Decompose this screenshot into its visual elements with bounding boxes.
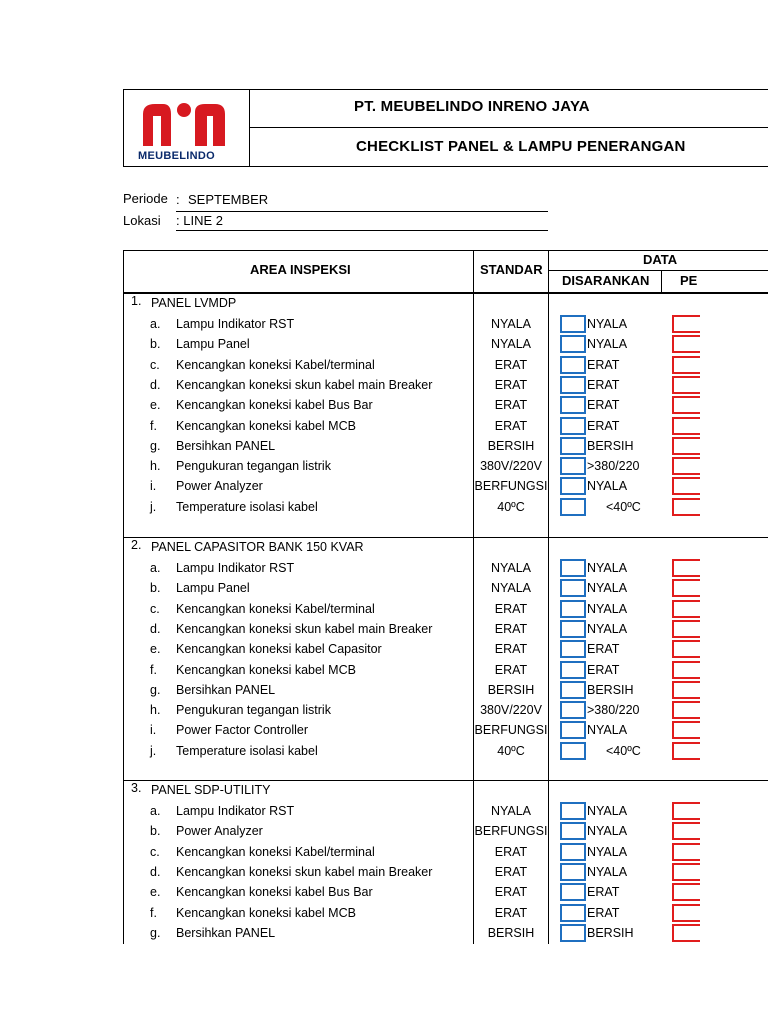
section-title: PANEL CAPASITOR BANK 150 KVAR [151, 540, 364, 554]
item-disarankan: ERAT [587, 906, 620, 920]
item-standar: NYALA [490, 804, 532, 818]
status-checkbox-red[interactable] [672, 620, 700, 638]
status-checkbox-red[interactable] [672, 376, 700, 394]
item-letter: b. [150, 581, 161, 595]
item-disarankan: NYALA [587, 622, 628, 636]
status-checkbox-red[interactable] [672, 843, 700, 861]
item-disarankan: NYALA [587, 723, 628, 737]
status-checkbox-blue[interactable] [560, 376, 586, 394]
logo-text: MEUBELINDO [138, 150, 215, 162]
status-checkbox-blue[interactable] [560, 437, 586, 455]
item-standar: ERAT [494, 378, 528, 392]
section-number: 3. [131, 781, 142, 795]
status-checkbox-red[interactable] [672, 356, 700, 374]
item-standar: ERAT [494, 398, 528, 412]
item-standar: ERAT [494, 358, 528, 372]
item-text: Kencangkan koneksi kabel Capasitor [176, 642, 382, 656]
status-checkbox-blue[interactable] [560, 661, 586, 679]
periode-value: SEPTEMBER [188, 192, 269, 207]
section-number: 2. [131, 538, 142, 552]
item-letter: i. [150, 479, 157, 493]
item-disarankan: ERAT [587, 663, 620, 677]
item-text: Kencangkan koneksi skun kabel main Breaker [176, 378, 433, 392]
item-text: Lampu Panel [176, 581, 250, 595]
item-disarankan: ERAT [587, 885, 620, 899]
item-disarankan: NYALA [587, 317, 628, 331]
item-standar: ERAT [494, 885, 528, 899]
status-checkbox-blue[interactable] [560, 335, 586, 353]
item-standar: ERAT [494, 602, 528, 616]
item-letter: a. [150, 317, 161, 331]
col-divider-area [473, 250, 474, 944]
table-left-border [123, 250, 124, 944]
item-text: Kencangkan koneksi kabel MCB [176, 906, 356, 920]
item-text: Power Analyzer [176, 479, 263, 493]
item-disarankan: BERSIH [587, 926, 634, 940]
item-text: Kencangkan koneksi skun kabel main Breaker [176, 622, 433, 636]
status-checkbox-red[interactable] [672, 396, 700, 414]
item-disarankan: NYALA [587, 479, 628, 493]
item-letter: b. [150, 824, 161, 838]
col-divider-standar [548, 250, 549, 944]
item-text: Kencangkan koneksi kabel MCB [176, 419, 356, 433]
item-text: Pengukuran tegangan listrik [176, 703, 331, 717]
status-checkbox-blue[interactable] [560, 681, 586, 699]
item-text: Kencangkan koneksi kabel Bus Bar [176, 885, 373, 899]
item-standar: BERSIH [487, 683, 535, 697]
status-checkbox-red[interactable] [672, 904, 700, 922]
item-disarankan: >380/220 [587, 703, 640, 717]
item-text: Power Factor Controller [176, 723, 308, 737]
item-standar: ERAT [494, 642, 528, 656]
item-standar: BERSIH [487, 926, 535, 940]
item-disarankan: NYALA [587, 602, 628, 616]
item-disarankan: ERAT [587, 358, 620, 372]
header-standar: STANDAR [480, 262, 543, 277]
item-letter: j. [150, 500, 157, 514]
item-text: Kencangkan koneksi Kabel/terminal [176, 358, 375, 372]
item-disarankan: ERAT [587, 419, 620, 433]
item-disarankan: ERAT [587, 378, 620, 392]
status-checkbox-blue[interactable] [560, 600, 586, 618]
item-standar: NYALA [490, 317, 532, 331]
item-standar: ERAT [494, 663, 528, 677]
periode-label: Periode [123, 191, 168, 206]
item-disarankan: BERSIH [587, 683, 634, 697]
item-text: Bersihkan PANEL [176, 926, 276, 940]
item-disarankan: NYALA [587, 581, 628, 595]
item-letter: f. [150, 906, 157, 920]
item-letter: g. [150, 926, 161, 940]
status-checkbox-blue[interactable] [560, 579, 586, 597]
item-disarankan: NYALA [587, 824, 628, 838]
status-checkbox-red[interactable] [672, 681, 700, 699]
item-disarankan: NYALA [587, 845, 628, 859]
status-checkbox-blue[interactable] [560, 356, 586, 374]
item-disarankan: ERAT [587, 642, 620, 656]
status-checkbox-red[interactable] [672, 315, 700, 333]
status-checkbox-blue[interactable] [560, 315, 586, 333]
logo-cell [124, 90, 250, 166]
document-title: CHECKLIST PANEL & LAMPU PENERANGAN [356, 138, 686, 155]
document-header [123, 89, 768, 167]
item-letter: d. [150, 378, 161, 392]
header-disarankan: DISARANKAN [562, 273, 650, 288]
status-checkbox-red[interactable] [672, 802, 700, 820]
status-checkbox-blue[interactable] [560, 457, 586, 475]
status-checkbox-blue[interactable] [560, 924, 586, 942]
item-text: Bersihkan PANEL [176, 439, 276, 453]
lokasi-underline [176, 230, 548, 231]
item-letter: h. [150, 703, 161, 717]
status-checkbox-red[interactable] [672, 457, 700, 475]
status-checkbox-blue[interactable] [560, 620, 586, 638]
item-disarankan: NYALA [587, 337, 628, 351]
item-letter: a. [150, 804, 161, 818]
status-checkbox-red[interactable] [672, 437, 700, 455]
item-text: Pengukuran tegangan listrik [176, 459, 331, 473]
item-text: Temperature isolasi kabel [176, 744, 318, 758]
item-standar: BERFUNGSI [474, 723, 548, 737]
status-checkbox-red[interactable] [672, 822, 700, 840]
item-letter: e. [150, 398, 161, 412]
item-letter: e. [150, 885, 161, 899]
item-standar: ERAT [494, 865, 528, 879]
section-title: PANEL SDP-UTILITY [151, 783, 271, 797]
status-checkbox-red[interactable] [672, 661, 700, 679]
item-text: Lampu Panel [176, 337, 250, 351]
item-text: Kencangkan koneksi skun kabel main Breaker [176, 865, 433, 879]
periode-colon: : [176, 192, 180, 207]
item-standar: 380V/220V [480, 459, 542, 473]
item-standar: BERFUNGSI [474, 824, 548, 838]
section-divider [123, 780, 768, 781]
item-disarankan: NYALA [587, 804, 628, 818]
item-letter: f. [150, 663, 157, 677]
item-text: Lampu Indikator RST [176, 804, 295, 818]
periode-underline [176, 211, 548, 212]
header-area-inspeksi: AREA INSPEKSI [250, 262, 351, 277]
status-checkbox-blue[interactable] [560, 742, 586, 760]
status-checkbox-red[interactable] [672, 600, 700, 618]
item-letter: i. [150, 723, 157, 737]
company-name: PT. MEUBELINDO INRENO JAYA [354, 98, 590, 115]
item-standar: 40ºC [497, 744, 525, 758]
item-text: Kencangkan koneksi Kabel/terminal [176, 845, 375, 859]
item-letter: h. [150, 459, 161, 473]
item-text: Kencangkan koneksi Kabel/terminal [176, 602, 375, 616]
status-checkbox-red[interactable] [672, 417, 700, 435]
status-checkbox-red[interactable] [672, 579, 700, 597]
data-subheader-line [548, 270, 768, 271]
item-disarankan: <40ºC [606, 500, 641, 514]
lokasi-label: Lokasi [123, 213, 161, 228]
status-checkbox-blue[interactable] [560, 721, 586, 739]
item-standar: ERAT [494, 845, 528, 859]
item-disarankan: ERAT [587, 398, 620, 412]
item-text: Lampu Indikator RST [176, 561, 295, 575]
section-divider [123, 537, 768, 538]
status-checkbox-blue[interactable] [560, 559, 586, 577]
item-standar: BERSIH [487, 439, 535, 453]
item-text: Kencangkan koneksi kabel MCB [176, 663, 356, 677]
status-checkbox-blue[interactable] [560, 396, 586, 414]
item-text: Kencangkan koneksi kabel Bus Bar [176, 398, 373, 412]
status-checkbox-red[interactable] [672, 721, 700, 739]
status-checkbox-red[interactable] [672, 640, 700, 658]
header-data: DATA [643, 252, 678, 267]
item-disarankan: NYALA [587, 561, 628, 575]
item-standar: NYALA [490, 337, 532, 351]
status-checkbox-red[interactable] [672, 742, 700, 760]
item-letter: g. [150, 439, 161, 453]
status-checkbox-blue[interactable] [560, 640, 586, 658]
col-divider-disarankan [661, 270, 662, 292]
header-divider [249, 127, 768, 128]
item-letter: c. [150, 358, 160, 372]
status-checkbox-red[interactable] [672, 559, 700, 577]
status-checkbox-blue[interactable] [560, 802, 586, 820]
item-text: Lampu Indikator RST [176, 317, 295, 331]
item-disarankan: NYALA [587, 865, 628, 879]
item-text: Temperature isolasi kabel [176, 500, 318, 514]
item-letter: b. [150, 337, 161, 351]
status-checkbox-blue[interactable] [560, 477, 586, 495]
section-title: PANEL LVMDP [151, 296, 237, 310]
status-checkbox-blue[interactable] [560, 904, 586, 922]
table-top-border [123, 250, 768, 251]
lokasi-value: : LINE 2 [176, 213, 223, 228]
item-letter: c. [150, 602, 160, 616]
item-standar: 380V/220V [480, 703, 542, 717]
status-checkbox-blue[interactable] [560, 863, 586, 881]
status-checkbox-red[interactable] [672, 701, 700, 719]
item-standar: NYALA [490, 561, 532, 575]
status-checkbox-blue[interactable] [560, 498, 586, 516]
item-standar: BERFUNGSI [474, 479, 548, 493]
item-disarankan: <40ºC [606, 744, 641, 758]
status-checkbox-blue[interactable] [560, 883, 586, 901]
status-checkbox-blue[interactable] [560, 701, 586, 719]
status-checkbox-red[interactable] [672, 498, 700, 516]
header-pe: PE [680, 273, 698, 288]
item-standar: NYALA [490, 581, 532, 595]
status-checkbox-red[interactable] [672, 924, 700, 942]
status-checkbox-red[interactable] [672, 863, 700, 881]
status-checkbox-blue[interactable] [560, 822, 586, 840]
section-number: 1. [131, 294, 142, 308]
status-checkbox-blue[interactable] [560, 417, 586, 435]
item-disarankan: BERSIH [587, 439, 634, 453]
status-checkbox-red[interactable] [672, 477, 700, 495]
item-text: Bersihkan PANEL [176, 683, 276, 697]
item-letter: d. [150, 622, 161, 636]
item-standar: 40ºC [497, 500, 525, 514]
item-letter: f. [150, 419, 157, 433]
item-disarankan: >380/220 [587, 459, 640, 473]
status-checkbox-red[interactable] [672, 883, 700, 901]
item-standar: ERAT [494, 622, 528, 636]
item-standar: ERAT [494, 419, 528, 433]
item-letter: c. [150, 845, 160, 859]
table-header-border [123, 292, 768, 294]
item-letter: j. [150, 744, 157, 758]
item-standar: ERAT [494, 906, 528, 920]
status-checkbox-blue[interactable] [560, 843, 586, 861]
item-letter: g. [150, 683, 161, 697]
status-checkbox-red[interactable] [672, 335, 700, 353]
meubelindo-logo-icon [141, 100, 231, 150]
item-letter: e. [150, 642, 161, 656]
item-letter: a. [150, 561, 161, 575]
item-letter: d. [150, 865, 161, 879]
item-text: Power Analyzer [176, 824, 263, 838]
